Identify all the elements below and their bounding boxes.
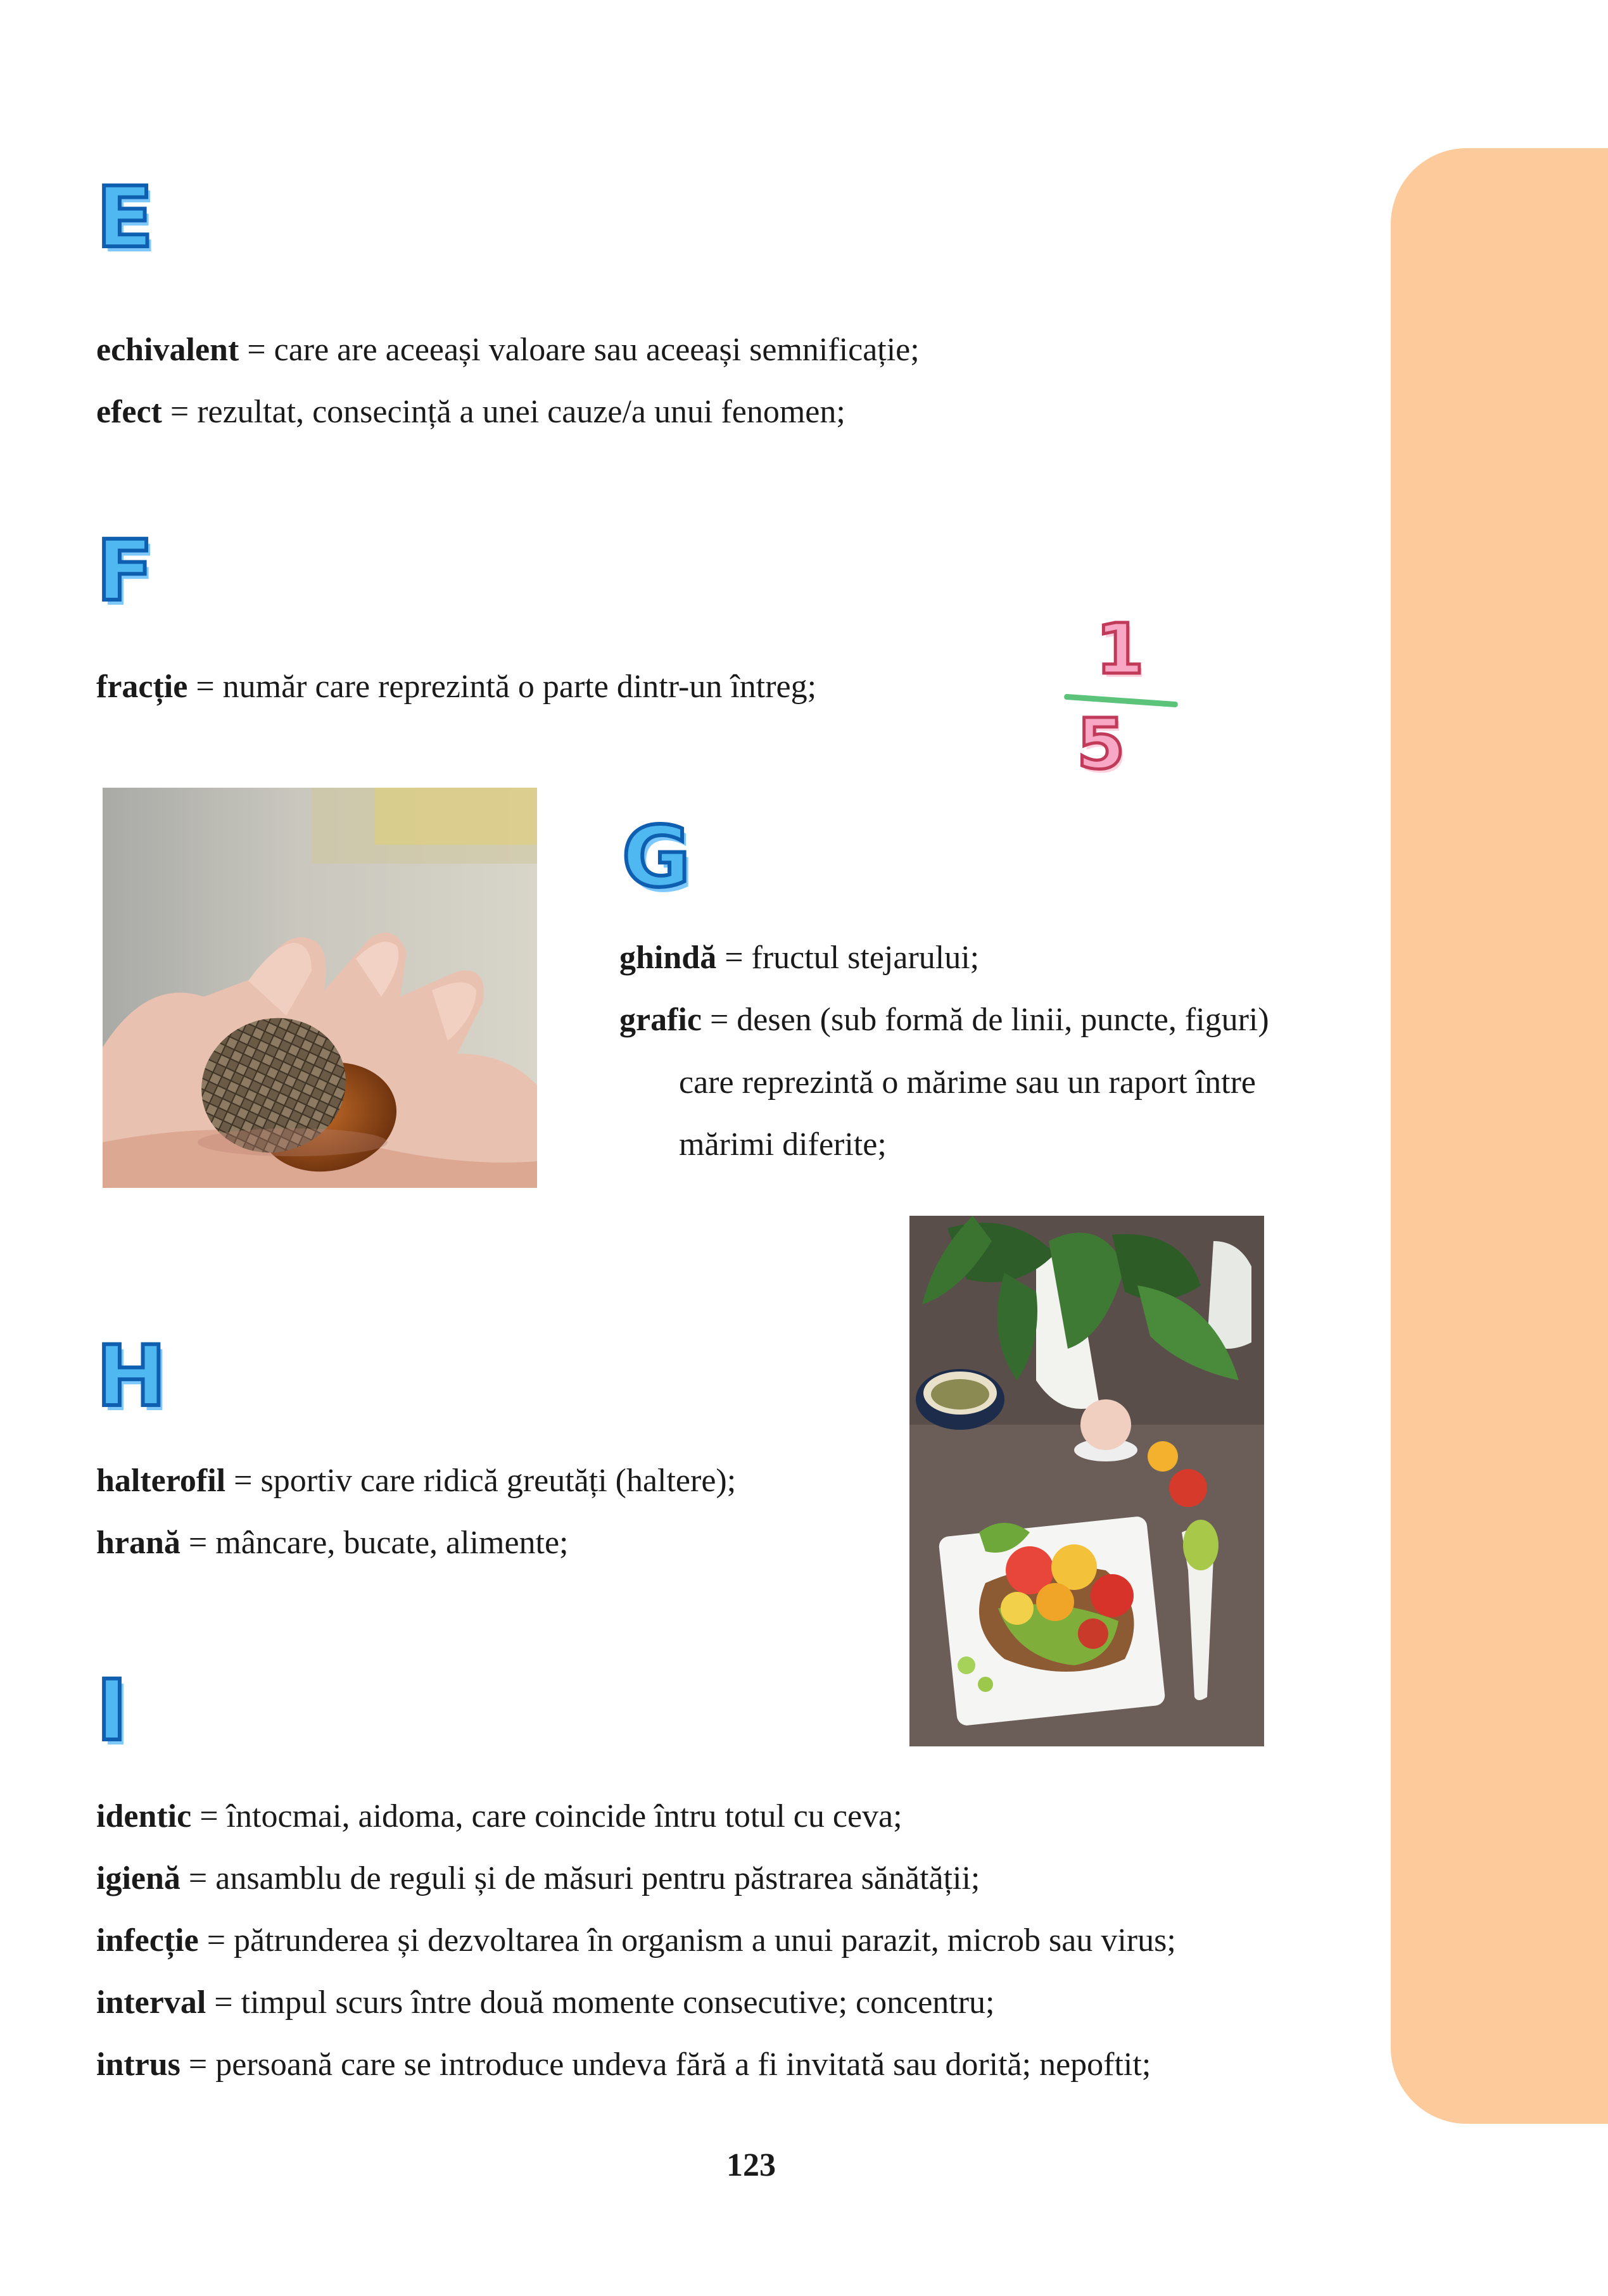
entry-term: interval [96, 1984, 206, 2021]
entry-term: igienă [96, 1860, 180, 1896]
entry-term: halterofil [96, 1463, 226, 1499]
entry-definition: = sportiv care ridică greutăți (haltere); [225, 1463, 737, 1499]
section-letter-e: E [96, 169, 154, 267]
entry-definition: = care are aceeași valoare sau aceeași semnificație; [239, 332, 920, 368]
entry-definition: = timpul scurs între două momente consecutive; concentru; [206, 1984, 995, 2021]
entry-definition: = desen (sub formă de linii, puncte, figuri) [701, 1002, 1269, 1038]
grafic-definition-line-2: care reprezintă o mărime sau un raport între [679, 1064, 1256, 1101]
entry-term: identic [96, 1798, 192, 1834]
food-photo [909, 1216, 1264, 1746]
glossary-entry-ghinda [619, 938, 979, 978]
entry-term: infecție [96, 1922, 199, 1959]
entry-term: ghindă [619, 940, 717, 976]
entry-definition: = ansamblu de reguli și de măsuri pentru păstrarea sănătății; [180, 1860, 980, 1896]
glossary-entry-identic [96, 1797, 902, 1836]
entry-definition: = întocmai, aidoma, care coincide întru totul cu ceva; [191, 1798, 902, 1834]
entry-term: grafic [619, 1002, 702, 1038]
entry-term: echivalent [96, 332, 239, 368]
side-tab [1391, 148, 1608, 2124]
glossary-entry-grafic [619, 1000, 1269, 1040]
glossary-entry-igiena [96, 1859, 980, 1898]
entry-term: efect [96, 394, 162, 430]
entry-definition: = pătrunderea și dezvoltarea în organism a unui parazit, microb sau virus; [198, 1922, 1176, 1959]
glossary-entry-halterofil [96, 1461, 736, 1501]
entry-term: intrus [96, 2047, 180, 2083]
entry-term: fracție [96, 669, 188, 705]
glossary-entry-fractie [96, 667, 816, 707]
entry-definition: = număr care reprezintă o parte dintr-un întreg; [187, 669, 817, 705]
section-letter-g: G [622, 809, 691, 906]
glossary-entry-efect [96, 393, 845, 432]
section-letter-h: H [96, 1328, 167, 1425]
entry-definition: = persoană care se introduce undeva fără a fi invitată sau dorită; nepoftit; [180, 2047, 1151, 2083]
fraction-numerator: 1 [1096, 609, 1144, 690]
glossary-entry-infectie [96, 1921, 1176, 1960]
page-number: 123 [726, 2147, 776, 2183]
entry-definition: = mâncare, bucate, alimente; [180, 1525, 569, 1561]
glossary-entry-echivalent [96, 331, 920, 370]
glossary-entry-intrus [96, 2045, 1151, 2085]
fraction-denominator: 5 [1077, 703, 1125, 785]
entry-definition: = fructul stejarului; [716, 940, 980, 976]
section-letter-f: F [96, 522, 154, 620]
glossary-entry-hrana [96, 1523, 569, 1563]
section-letter-i: I [96, 1662, 128, 1760]
fraction-illustration [1051, 609, 1178, 785]
glossary-entry-interval [96, 1983, 995, 2022]
acorn-photo [103, 788, 537, 1188]
entry-term: hrană [96, 1525, 180, 1561]
entry-definition: = rezultat, consecință a unei cauze/a unui fenomen; [161, 394, 845, 430]
grafic-definition-line-3: mărimi diferite; [679, 1126, 887, 1163]
